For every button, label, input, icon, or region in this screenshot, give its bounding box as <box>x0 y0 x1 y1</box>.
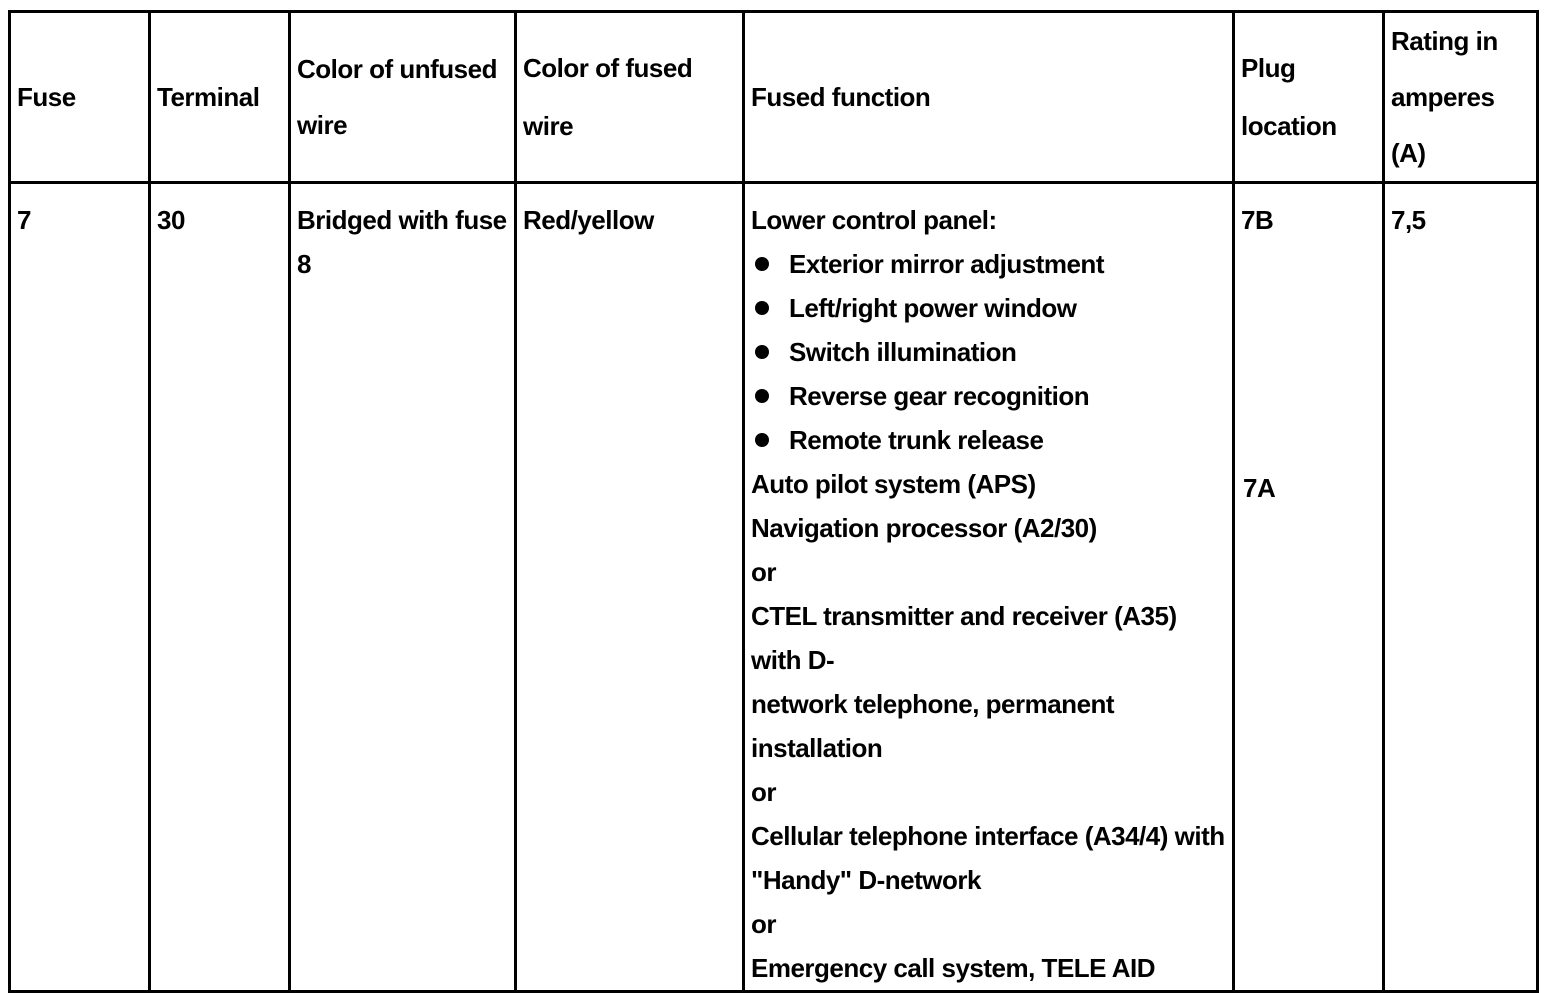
header-fused-color: Color of fused wire <box>516 12 744 183</box>
list-item: Remote trunk release <box>751 418 1226 462</box>
plug-location-7a: 7A <box>1243 473 1276 503</box>
function-line: Cellular telephone interface (A34/4) with <box>751 821 1225 851</box>
fuse-table <box>8 10 1539 993</box>
bullet-icon <box>755 389 769 403</box>
function-bullet-list <box>751 242 1226 462</box>
header-terminal: Terminal <box>150 12 290 183</box>
table-row <box>10 183 1538 992</box>
header-fused-function: Fused function <box>744 12 1234 183</box>
function-line: or <box>751 777 776 807</box>
bullet-icon <box>755 345 769 359</box>
header-fuse: Fuse <box>10 12 150 183</box>
function-line: or <box>751 557 776 587</box>
cell-terminal: 30 <box>150 183 290 992</box>
list-item: Exterior mirror adjustment <box>751 242 1226 286</box>
function-line: Auto pilot system (APS) <box>751 469 1036 499</box>
function-line: or <box>751 909 776 939</box>
header-rating: Rating in amperes (A) <box>1384 12 1538 183</box>
list-item: Left/right power window <box>751 286 1226 330</box>
cell-fused-function <box>744 183 1234 992</box>
bullet-icon <box>755 301 769 315</box>
function-line: network telephone, permanent <box>751 689 1115 719</box>
list-item: Reverse gear recognition <box>751 374 1226 418</box>
cell-plug-location <box>1234 183 1384 992</box>
function-line: CTEL transmitter and receiver (A35) with D- <box>751 601 1177 675</box>
header-plug-location: Plug location <box>1234 12 1384 183</box>
function-intro: Lower control panel: <box>751 205 997 235</box>
function-line: Navigation processor (A2/30) <box>751 513 1097 543</box>
bullet-icon <box>755 433 769 447</box>
function-line: Emergency call system, TELE AID <box>751 953 1156 983</box>
header-unfused-color: Color of unfused wire <box>290 12 516 183</box>
bullet-icon <box>755 257 769 271</box>
function-line: installation <box>751 733 883 763</box>
cell-fused-color: Red/yellow <box>516 183 744 992</box>
cell-rating: 7,5 <box>1384 183 1538 992</box>
cell-fuse: 7 <box>10 183 150 992</box>
header-row <box>10 12 1538 183</box>
list-item: Switch illumination <box>751 330 1226 374</box>
cell-unfused-color: Bridged with fuse 8 <box>290 183 516 992</box>
plug-location-7b: 7B <box>1241 205 1274 235</box>
function-line: "Handy" D-network <box>751 865 981 895</box>
